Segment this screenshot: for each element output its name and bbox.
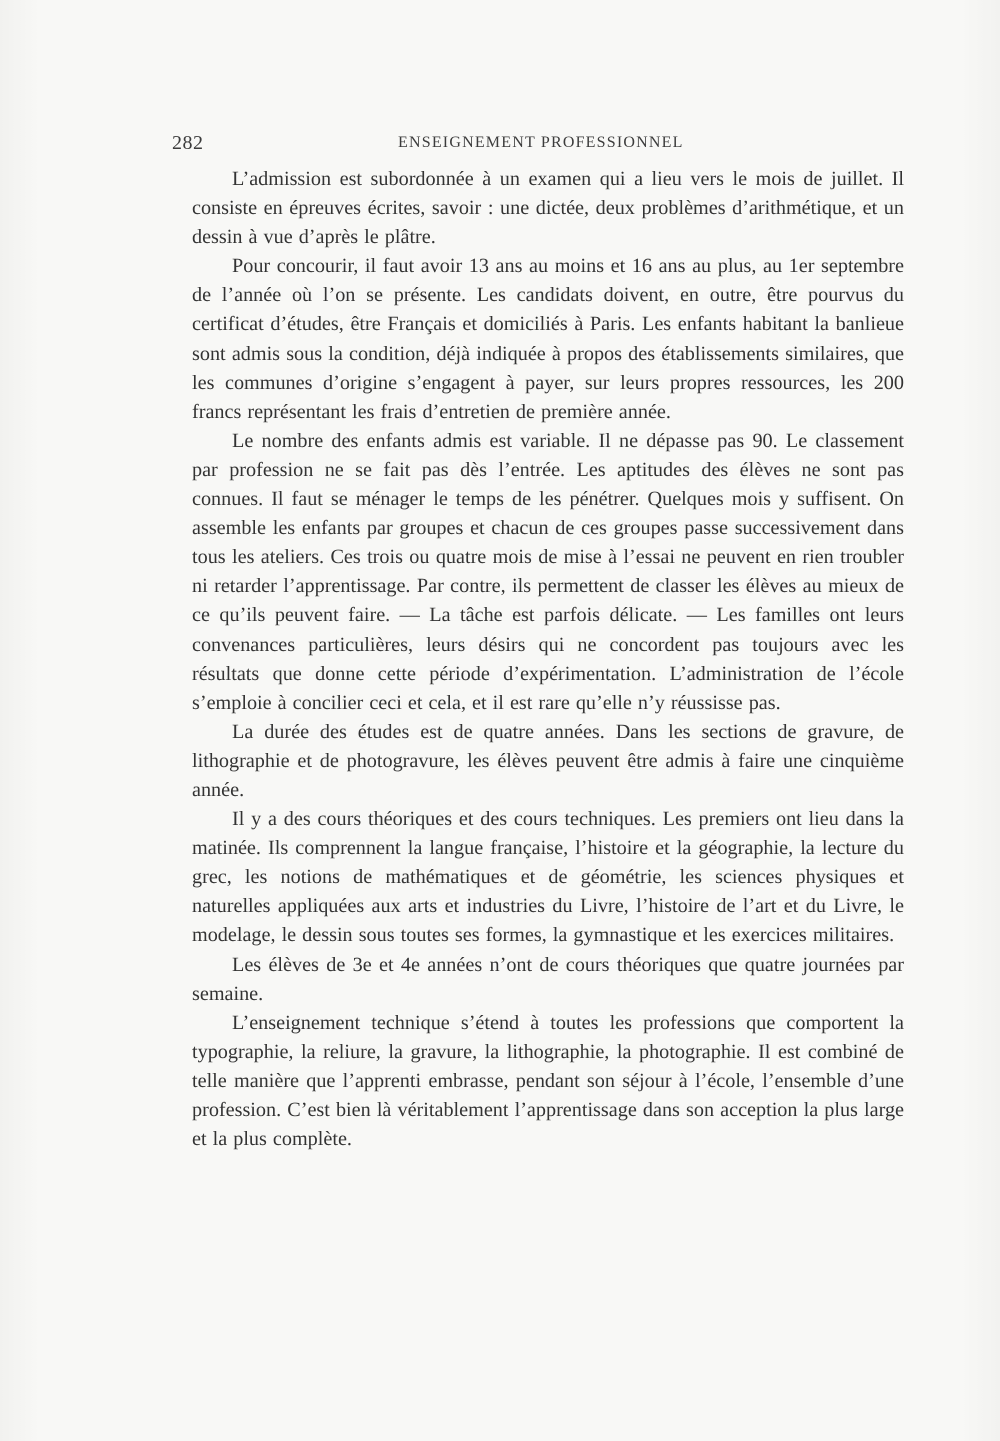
- paragraph-study-duration: La durée des études est de quatre années. Dans les sections de gravure, de lithographie et de photogravure, les élèves peuvent être admis à faire une cinquième année.: [192, 720, 904, 801]
- paragraph-technical-teaching: L’enseignement technique s’étend à toutes les professions que comportent la typographie, la reliure, la gravure, la lithographie, la photographie. Il est combiné de telle manière que l’apprenti embrasse, pendant son séjour à l’école, l’ensemble d’une profession. C’est bien là véritablement l’apprentissage dans son acception la plus large et la plus complète.: [192, 1011, 904, 1151]
- paragraph-courses: Il y a des cours théoriques et des cours techniques. Les premiers ont lieu dans la matinée. Ils comprennent la langue française, l’histoire et la géographie, la lecture du grec, les notions de mathématiques et de géométrie, les sciences physiques et naturelles appliquées aux arts et industries du Livre, l’histoire de l’art et du Livre, le modelage, le dessin sous toutes ses formes, la gymnastique et les exercices militaires.: [192, 808, 904, 947]
- body-text: [192, 165, 904, 1154]
- running-title: ENSEIGNEMENT PROFESSIONNEL: [398, 134, 684, 151]
- page-number: 282: [172, 132, 204, 154]
- paragraph-enrollment-classification: Le nombre des enfants admis est variable. Il ne dépasse pas 90. Le classement par profession ne se fait pas dès l’entrée. Les aptitudes des élèves ne sont pas connues. Il faut se ménager le temps de les pénétrer. Quelques mois y suffisent. On assemble les enfants par groupes et chacun de ces groupes passe successivement dans tous les ateliers. Ces trois ou quatre mois de mise à l’essai ne peuvent en rien troubler ni retarder l’apprentissage. Par contre, ils permettent de classer les élèves au mieux de ce qu’ils peuvent faire. — La tâche est parfois délicate. — Les familles ont leurs convenances particulières, leurs désirs qui ne concordent pas toujours avec les résultats que donne cette période d’expérimentation. L’administration de l’école s’emploie à concilier ceci et cela, et il est rare qu’elle n’y réussisse pas.: [192, 429, 904, 714]
- paragraph-weekly-schedule: Les élèves de 3e et 4e années n’ont de cours théoriques que quatre journées par semaine.: [192, 953, 904, 1005]
- page-header: [170, 132, 910, 162]
- paragraph-eligibility: Pour concourir, il faut avoir 13 ans au moins et 16 ans au plus, au 1er septembre de l’année où l’on se présente. Les candidats doivent, en outre, être pourvus du certificat d’études, être Français et domiciliés à Paris. Les enfants habitant la banlieue sont admis sous la condition, déjà indiquée à propos des établissements similaires, que les communes d’origine s’engagent à payer, sur leurs propres ressources, les 200 francs représentant les frais d’entretien de première année.: [192, 255, 904, 423]
- paragraph-admission-exam: L’admission est subordonnée à un examen qui a lieu vers le mois de juillet. Il consiste en épreuves écrites, savoir : une dictée, deux problèmes d’arithmétique, et un dessin à vue d’après le plâtre.: [192, 168, 904, 249]
